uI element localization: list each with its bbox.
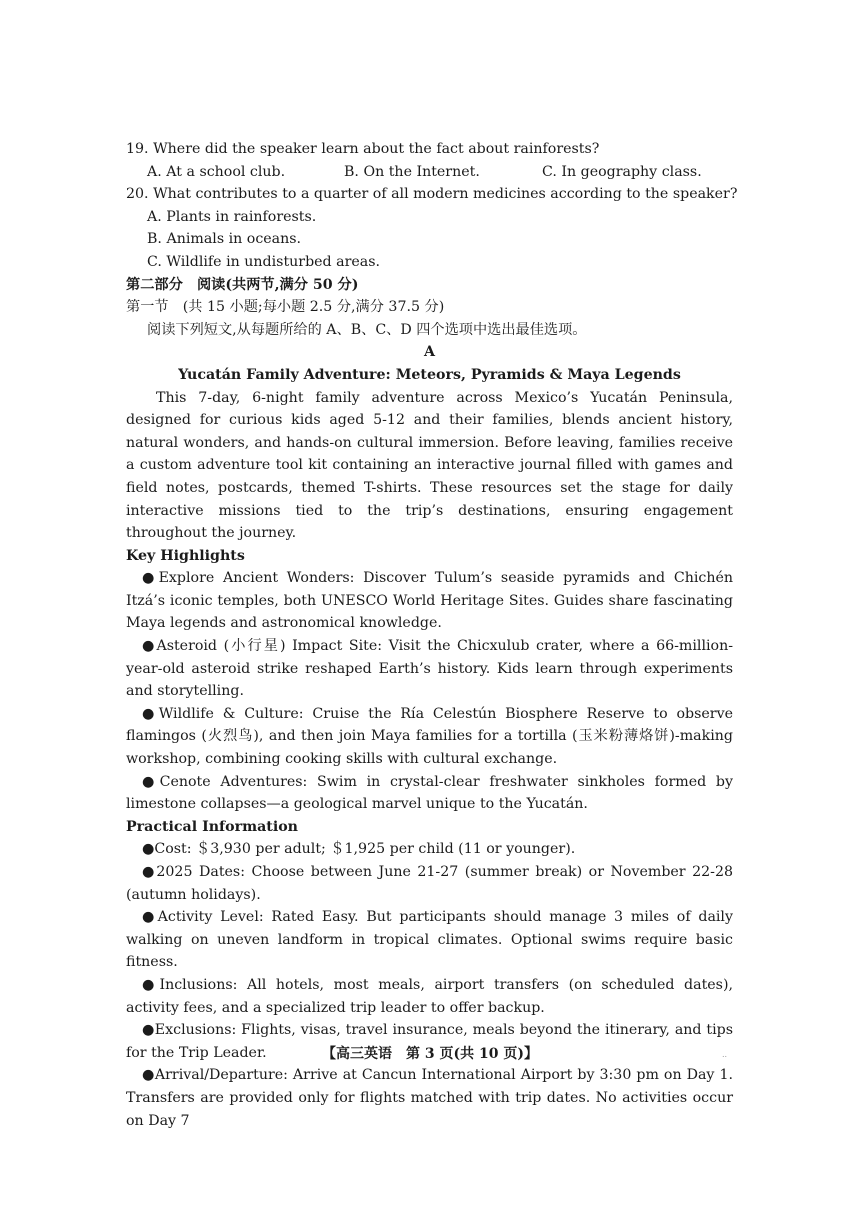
- practical-item: ●Exclusions: Flights, visas, travel insurance, meals beyond the itinerary, and tips for the Trip Leader.: [126, 1022, 733, 1061]
- question-19-stem: 19. Where did the speaker learn about the fact about rainforests?: [126, 141, 600, 157]
- question-20-stem: 20. What contributes to a quarter of all modern medicines according to the speaker?: [126, 186, 738, 203]
- option-a: A. At a school club.: [147, 163, 286, 180]
- question-19-options: [126, 161, 733, 184]
- practical-item: ●Inclusions: All hotels, most meals, airport transfers (on scheduled dates), activity fees, and a specialized trip leader to offer backup.: [126, 976, 733, 1016]
- passage-title: Yucatán Family Adventure: Meteors, Pyramids & Maya Legends: [178, 366, 681, 383]
- highlight-item: ●Cenote Adventures: Swim in crystal-clear freshwater sinkholes formed by limestone collapses—a geological marvel unique to the Yucatán.: [126, 773, 733, 813]
- option-b: B. On the Internet.: [344, 163, 480, 180]
- corner-mark: ..: [722, 1050, 728, 1059]
- section-title: 第一节 (共 15 小题;每小题 2.5 分,满分 37.5 分): [126, 299, 445, 316]
- option-c: C. Wildlife in undisturbed areas.: [147, 253, 381, 270]
- highlights-heading: Key Highlights: [126, 547, 245, 564]
- practical-item: ●Arrival/Departure: Arrive at Cancun International Airport by 3:30 pm on Day 1. Transfers are provided only for flights matched with trip dates. No activities occur on Day 7: [126, 1067, 733, 1129]
- passage-letter: A: [423, 344, 435, 361]
- section-instruction: 阅读下列短文,从每题所给的 A、B、C、D 四个选项中选出最佳选项。: [147, 321, 587, 338]
- practical-item: ●Activity Level: Rated Easy. But participants should manage 3 miles of daily walking on uneven landform in tropical climates. Optional swims require basic fitness.: [126, 909, 733, 971]
- highlight-item: ●Wildlife & Culture: Cruise the Ría Celestún Biosphere Reserve to observe flamingos (火烈鸟), and then join Maya families for a tortilla (玉米粉薄烙饼)-making workshop, combining cooking skills with cultural exchange.: [126, 705, 733, 768]
- practical-item: ●2025 Dates: Choose between June 21-27 (summer break) or November 22-28 (autumn holidays).: [126, 864, 733, 903]
- option-b: B. Animals in oceans.: [147, 231, 302, 248]
- option-a: A. Plants in rainforests.: [147, 208, 317, 225]
- option-c: C. In geography class.: [542, 163, 702, 180]
- page-content: [126, 138, 738, 1132]
- page-footer: 【高三英语 第 3 页(共 10 页)】: [322, 1046, 538, 1062]
- practical-heading: Practical Information: [126, 818, 298, 835]
- practical-item: ●Cost: ＄3,930 per adult; ＄1,925 per child (11 or younger).: [142, 841, 576, 858]
- highlight-item: ●Asteroid (小行星) Impact Site: Visit the Chicxulub crater, where a 66-million-year-old asteroid strike reshaped Earth’s history. Kids learn through experiments and storytelling.: [126, 638, 733, 700]
- highlight-item: ●Explore Ancient Wonders: Discover Tulum’s seaside pyramids and Chichén Itzá’s iconic temples, both UNESCO World Heritage Sites. Guides share fascinating Maya legends and astronomical knowledge.: [126, 570, 733, 632]
- part-title: 第二部分 阅读(共两节,满分 50 分): [126, 276, 359, 293]
- passage-intro: This 7-day, 6-night family adventure across Mexico’s Yucatán Peninsula, designed for curious kids aged 5-12 and their families, blends ancient history, natural wonders, and hands-on cultural immersion. Before leaving, families receive a custom adventure tool kit containing an interactive journal filled with games and field notes, postcards, themed T-shirts. These resources set the stage for daily interactive missions tied to the trip’s destinations, ensuring engagement throughout the journey.: [126, 389, 733, 542]
